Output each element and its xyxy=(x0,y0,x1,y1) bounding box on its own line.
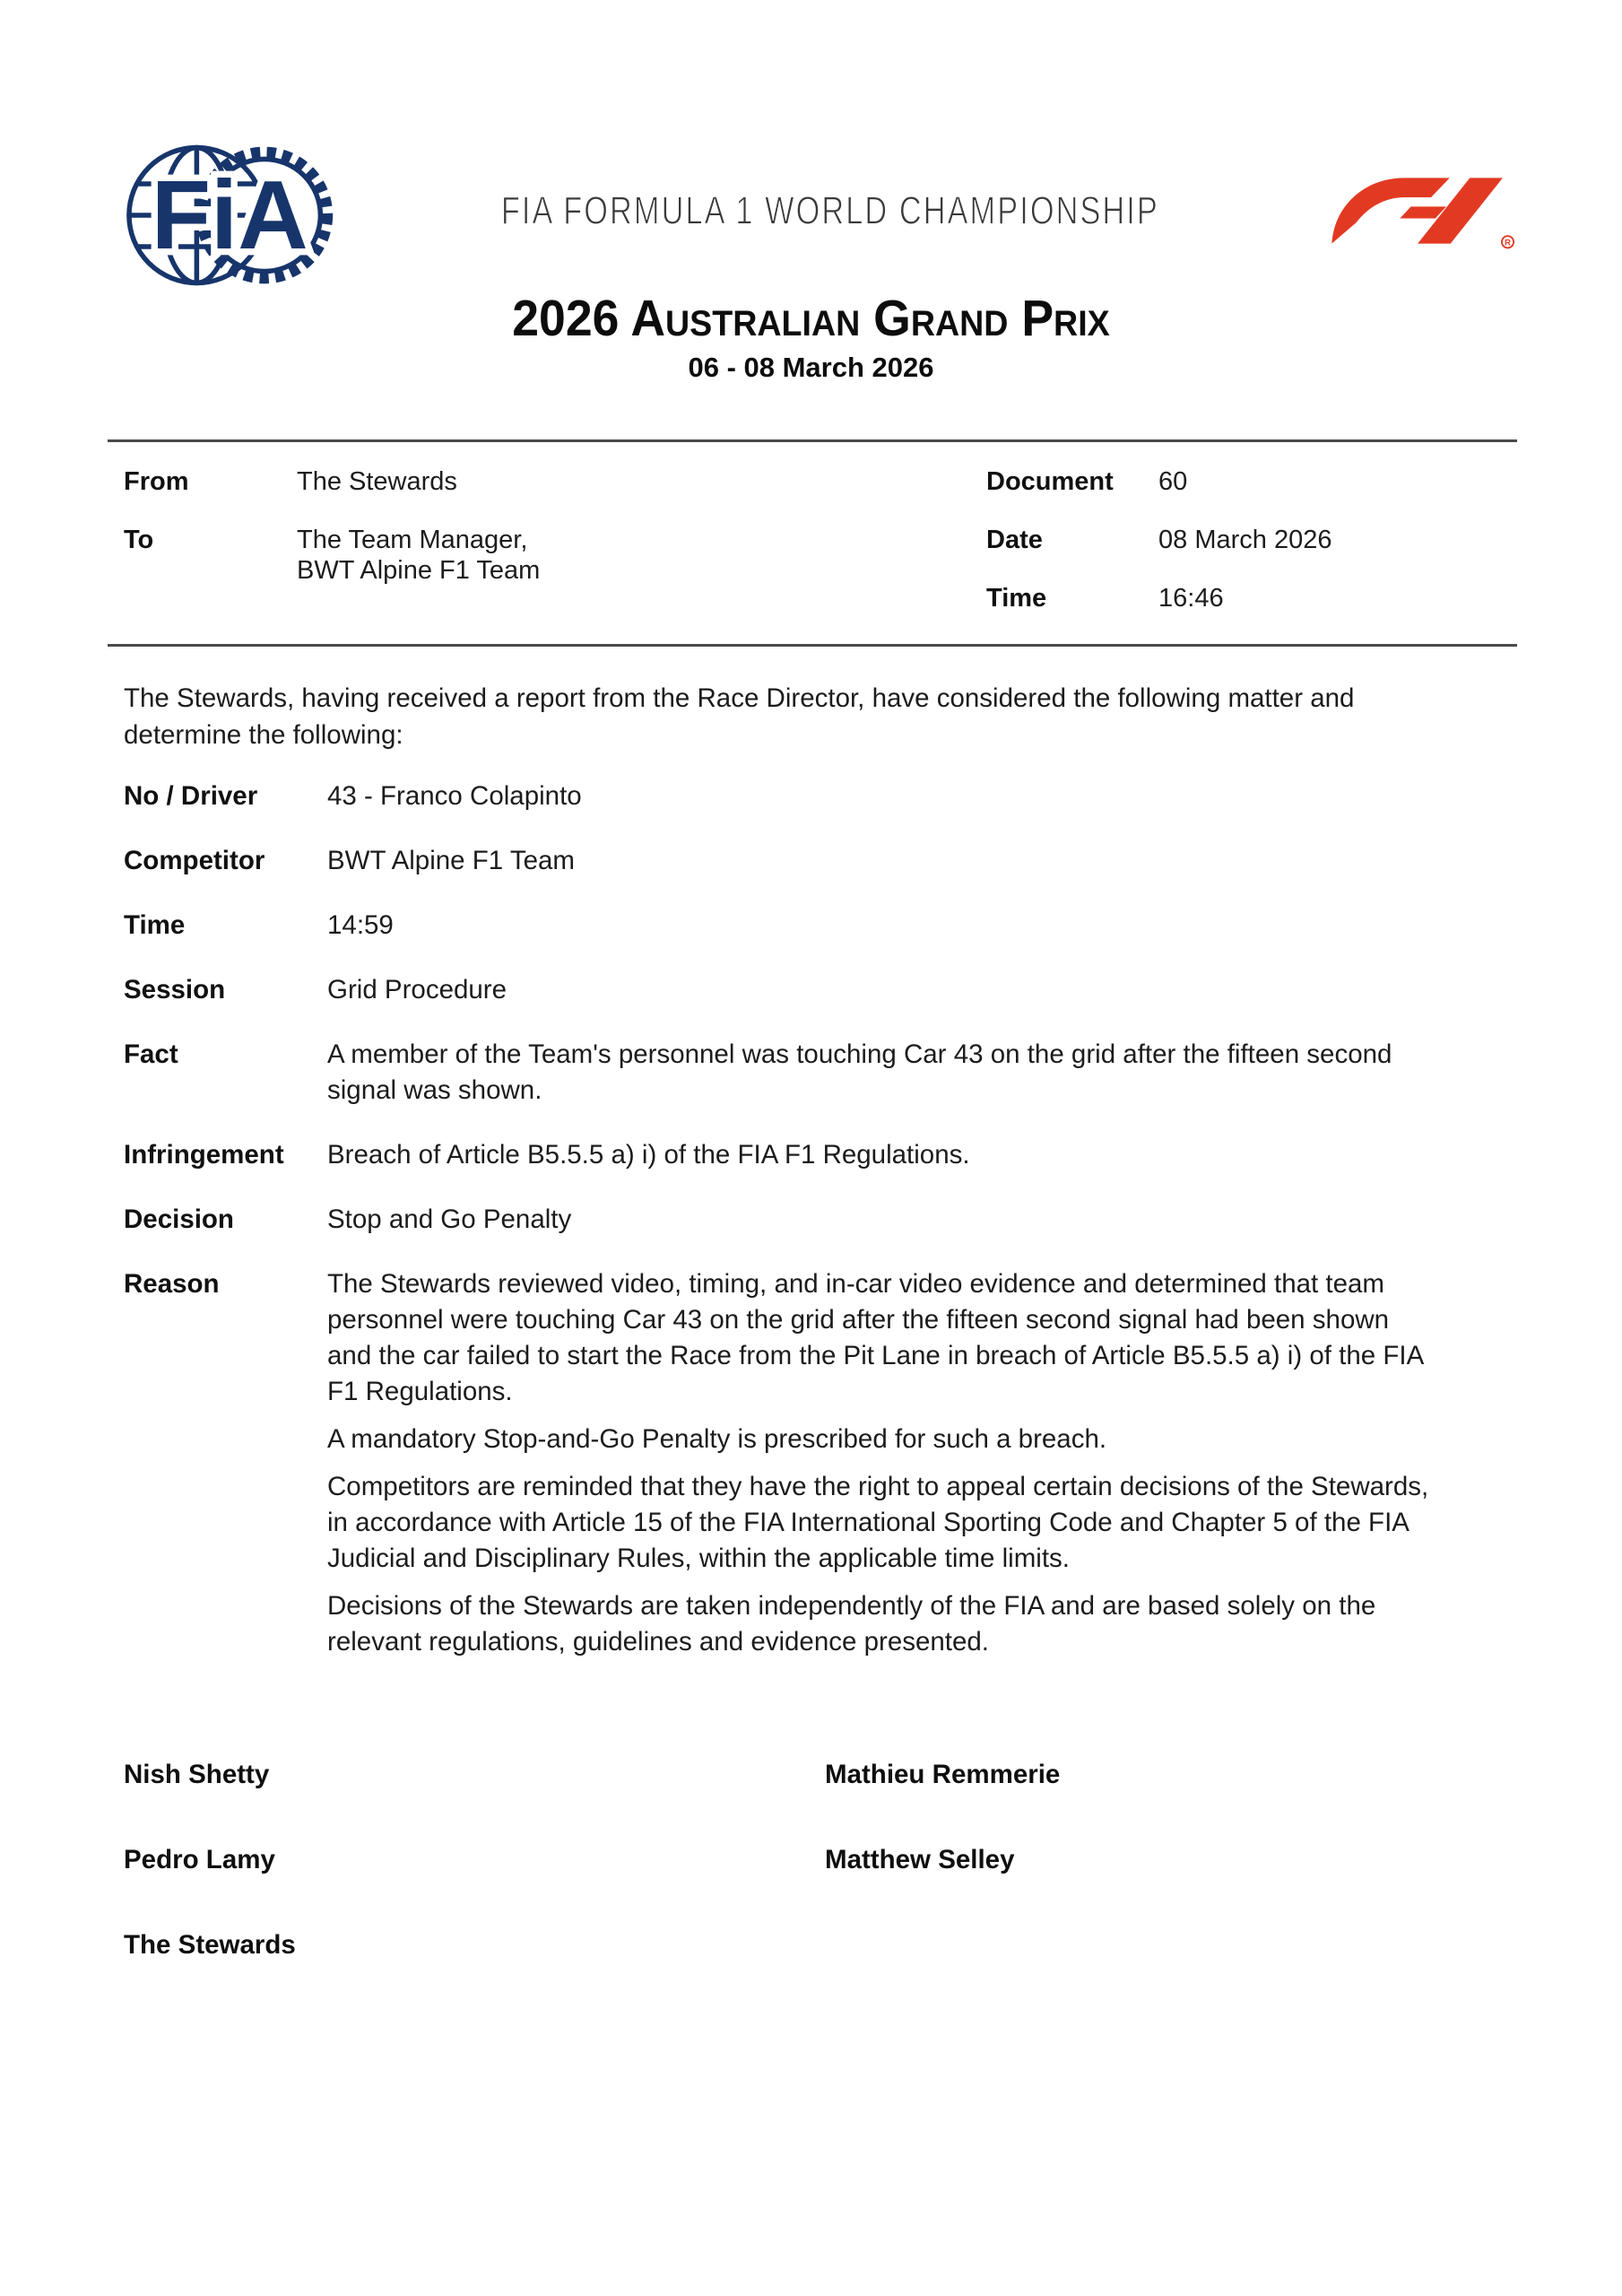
meta-row-document xyxy=(986,466,1515,497)
signature-row-1 xyxy=(124,1760,1515,1790)
from-label: From xyxy=(124,467,189,496)
signature-matthew-selley: Matthew Selley xyxy=(825,1845,1015,1874)
time-value: 16:46 xyxy=(1158,584,1224,613)
document-label: Document xyxy=(986,467,1114,496)
intro-paragraph: The Stewards, having received a report from the Race Director, have considered the following matter and determine the following: xyxy=(124,683,1355,750)
competitor-label: Competitor xyxy=(124,846,265,875)
reason-paragraph-2: A mandatory Stop-and-Go Penalty is prescribed for such a breach. xyxy=(327,1424,1107,1454)
signature-the-stewards: The Stewards xyxy=(124,1930,296,1960)
svg-text:FiA: FiA xyxy=(151,161,308,270)
reason-value xyxy=(327,1266,1435,1660)
field-row-no-driver xyxy=(124,778,1515,814)
session-value: Grid Procedure xyxy=(327,975,507,1004)
signature-mathieu-remmerie: Mathieu Remmerie xyxy=(825,1760,1061,1789)
f1-logo-icon xyxy=(1322,167,1515,257)
session-time-value: 14:59 xyxy=(327,910,394,940)
meta-row-date xyxy=(986,525,1515,555)
reason-label: Reason xyxy=(124,1269,220,1299)
divider-meta-bottom xyxy=(108,644,1517,647)
reason-paragraph-1: The Stewards reviewed video, timing, and in-car video evidence and determined that team personnel were touching Car 43 on the grid after the fifteen second signal had been shown and the car failed to start the Race from the Pit Lane in breach of Article B5.5.5 a) i) of the FIA F1 Regulations. xyxy=(327,1269,1423,1406)
field-row-time xyxy=(124,908,1515,944)
meta-row-to xyxy=(124,525,986,586)
session-label: Session xyxy=(124,975,226,1004)
meta-table xyxy=(124,466,1515,641)
meta-right-column xyxy=(986,466,1515,641)
from-value: The Stewards xyxy=(297,467,457,496)
decision-label: Decision xyxy=(124,1205,234,1234)
championship-heading: FIA FORMULA 1 WORLD CHAMPIONSHIP xyxy=(500,188,1159,232)
date-label: Date xyxy=(986,526,1043,554)
meta-row-from xyxy=(124,466,986,497)
competitor-value: BWT Alpine F1 Team xyxy=(327,846,576,875)
field-row-competitor xyxy=(124,843,1515,879)
signature-row-2 xyxy=(124,1845,1515,1875)
no-driver-label: No / Driver xyxy=(124,781,258,811)
session-time-label: Time xyxy=(124,910,186,940)
field-row-fact xyxy=(124,1037,1515,1109)
reason-paragraph-4: Decisions of the Stewards are taken independently of the FIA and are based solely on the relevant regulations, guidelines and evidence presented. xyxy=(327,1591,1376,1657)
fact-label: Fact xyxy=(124,1039,178,1069)
signature-row-3 xyxy=(124,1930,1515,1961)
fact-value: A member of the Team's personnel was touching Car 43 on the grid after the fifteen second signal was shown. xyxy=(327,1039,1392,1105)
reason-paragraph-3: Competitors are reminded that they have the right to appeal certain decisions of the Stewards, in accordance with Article 15 of the FIA International Sporting Code and Chapter 5 of the FIA Judicial and Disciplinary Rules, within the applicable time limits. xyxy=(327,1472,1429,1573)
to-value xyxy=(297,525,540,586)
field-row-infringement xyxy=(124,1137,1515,1173)
event-dates: 06 - 08 March 2026 xyxy=(688,352,934,383)
signatures-block xyxy=(124,1760,1515,2015)
no-driver-value: 43 - Franco Colapinto xyxy=(327,781,582,811)
meta-left-column xyxy=(124,466,986,641)
decision-value: Stop and Go Penalty xyxy=(327,1205,572,1234)
document-header xyxy=(124,0,1515,305)
decision-fields xyxy=(124,778,1515,1689)
to-value-line1: The Team Manager, xyxy=(297,526,528,554)
championship-heading-wrap xyxy=(339,188,1322,232)
date-value: 08 March 2026 xyxy=(1158,526,1332,554)
meta-row-time xyxy=(986,583,1515,613)
infringement-label: Infringement xyxy=(124,1140,284,1170)
field-row-reason xyxy=(124,1266,1515,1660)
signature-pedro-lamy: Pedro Lamy xyxy=(124,1845,275,1874)
divider-top xyxy=(108,439,1517,442)
field-row-decision xyxy=(124,1202,1515,1238)
document-value: 60 xyxy=(1158,467,1188,496)
to-label: To xyxy=(124,526,154,554)
time-label: Time xyxy=(986,584,1047,613)
infringement-value: Breach of Article B5.5.5 a) i) of the FIA F1 Regulations. xyxy=(327,1140,970,1170)
signature-nish-shetty: Nish Shetty xyxy=(124,1760,270,1789)
fia-logo-icon xyxy=(124,133,339,298)
to-value-line2: BWT Alpine F1 Team xyxy=(297,556,541,585)
event-title: 2026 Australian Grand Prix xyxy=(512,290,1110,347)
field-row-session xyxy=(124,972,1515,1008)
svg-text:R: R xyxy=(1505,237,1511,248)
